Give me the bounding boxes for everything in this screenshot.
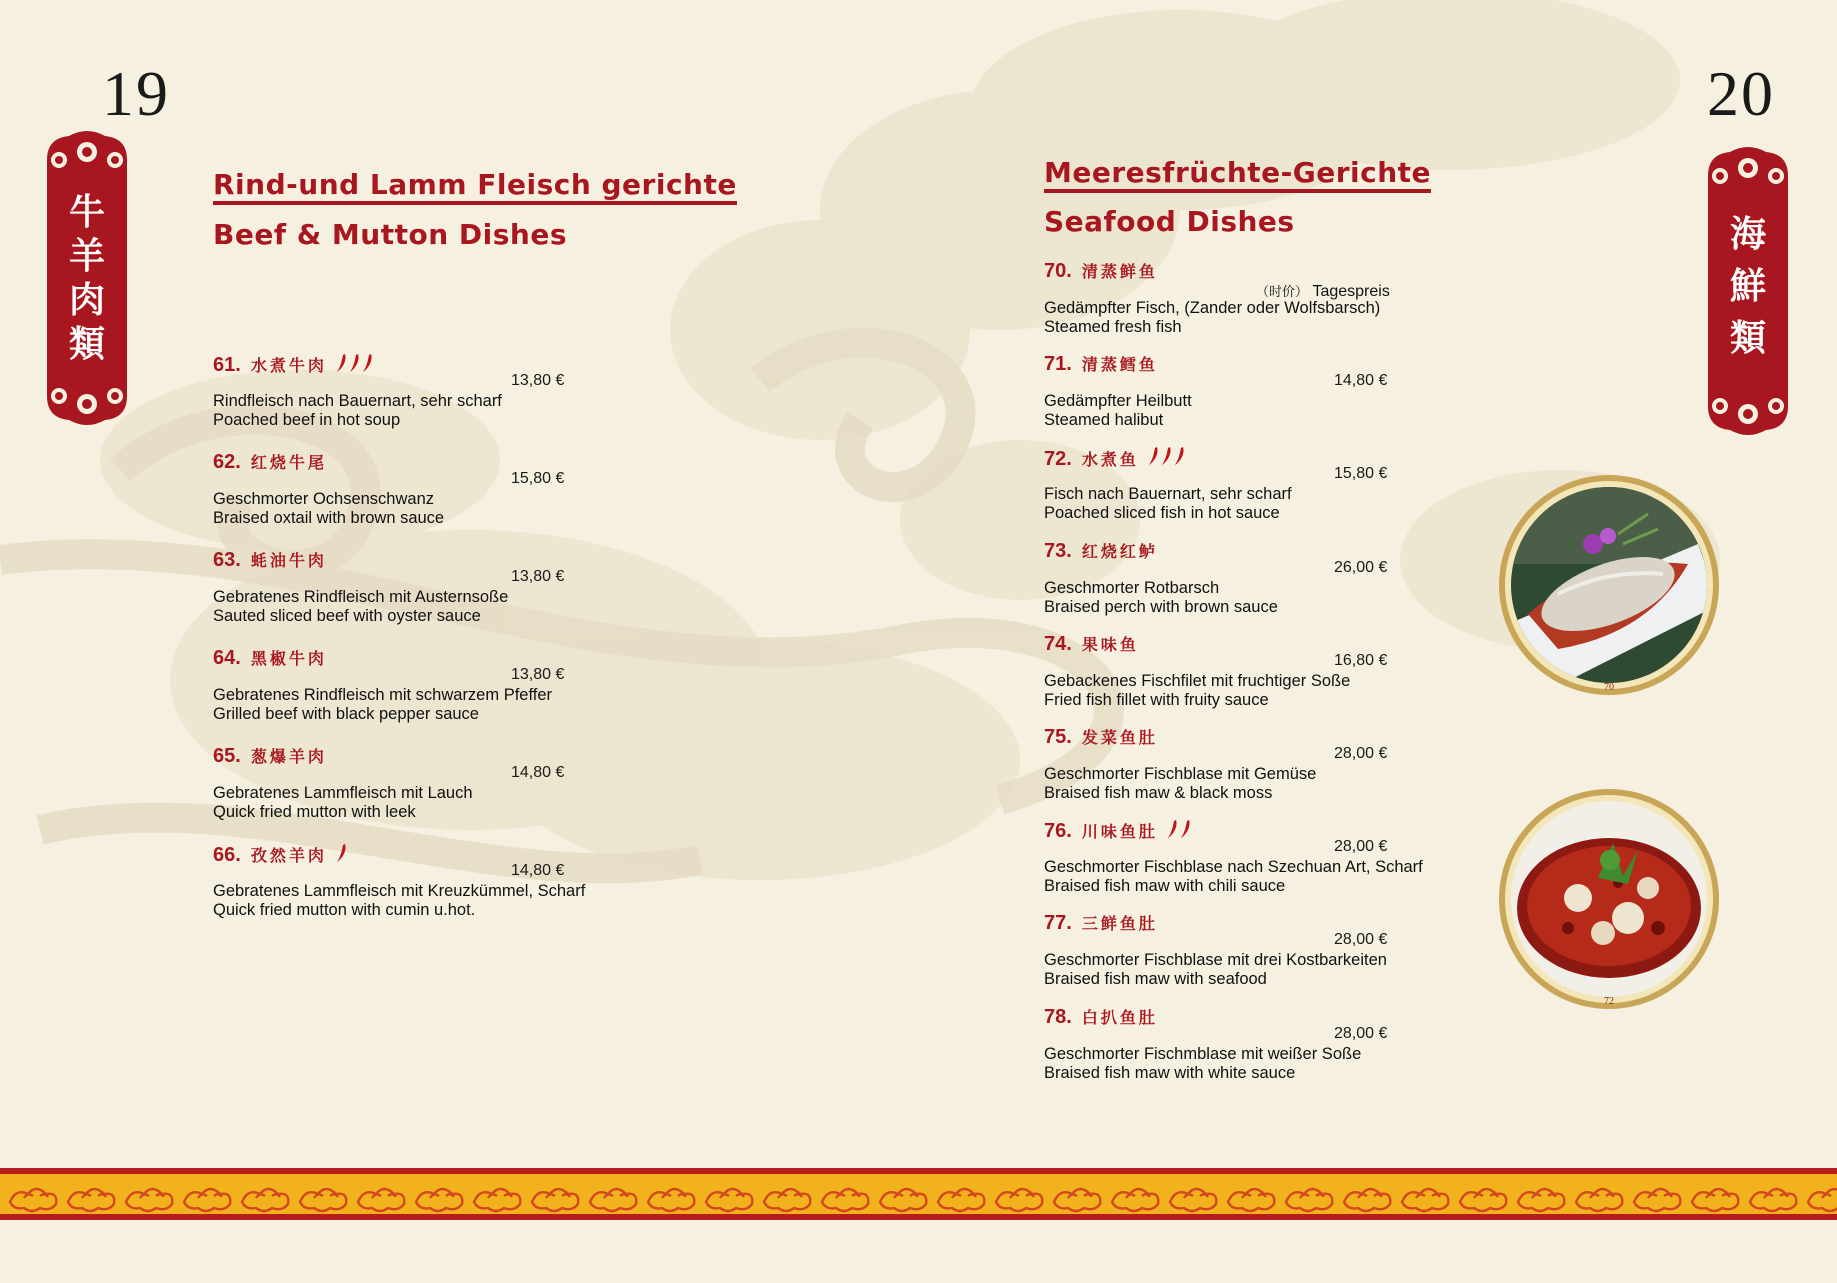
menu-item-header [1044,911,1464,937]
menu-item [1044,1005,1464,1083]
menu-item-english-description: Sauted sliced beef with oyster sauce [213,607,481,625]
menu-item-chinese-name: 水煮牛肉 [250,356,327,376]
menu-item-price: 14,80 € [511,764,565,781]
market-price-note: （时价） Tagespreis [1256,283,1390,300]
menu-item-number: 74. [1044,632,1072,655]
menu-item-chinese-name: 白扒鱼肚 [1081,1007,1158,1027]
menu-item-header [213,352,633,378]
menu-item-header [213,548,633,574]
menu-item-german-description: Geschmorter Rotbarsch [1044,578,1220,597]
menu-item-chinese-name: 果味鱼 [1081,634,1139,654]
menu-item-german-description: Geschmorter Fischblase mit Gemüse [1044,765,1317,783]
menu-item-price: 15,80 € [1334,465,1388,483]
menu-item-number: 70. [1044,260,1072,282]
menu-item-english-description: Grilled beef with black pepper sauce [213,705,479,723]
spicy-indicator [333,842,350,870]
menu-item-english-description: Braised perch with brown sauce [1044,597,1278,616]
menu-item-english-description: Braised fish maw with seafood [1044,970,1267,989]
menu-item [1044,539,1464,617]
menu-item-english-description: Braised fish maw with chili sauce [1044,877,1286,896]
menu-item-price: 28,00 € [1334,745,1388,762]
menu-item-header [213,744,633,770]
menu-item-english-description: Quick fried mutton with cumin u.hot. [213,901,476,919]
menu-item-header [1044,259,1464,285]
menu-item-number: 73. [1044,539,1072,562]
menu-item [1044,911,1464,989]
menu-item [213,842,633,920]
banner-text-left: 牛 羊 肉 類 [68,191,105,365]
menu-item-number: 62. [213,451,241,473]
menu-item-price: 13,80 € [511,666,565,683]
menu-item-price: 13,80 € [511,372,565,389]
market-price-text: Tagespreis [1308,283,1390,300]
menu-item-price: 16,80 € [1334,651,1388,669]
menu-item-german-description: Rindfleisch nach Bauernart, sehr scharf [213,392,502,410]
menu-item-number: 75. [1044,726,1072,748]
menu-item-english-description: Quick fried mutton with leek [213,803,416,821]
banner-text-right: 海 鮮 類 [1729,213,1766,359]
chili-icon [1164,818,1194,840]
menu-item-english-description: Steamed fresh fish [1044,318,1182,336]
menu-item-german-description: Gebratenes Lammfleisch mit Lauch [213,784,473,802]
menu-item-header [1044,725,1464,751]
chili-icon [1145,445,1188,467]
menu-item-header [1044,1005,1464,1031]
menu-item-header [1044,445,1464,471]
menu-item-header [213,842,633,868]
menu-item-chinese-name: 清蒸鳕鱼 [1081,355,1158,375]
menu-item-number: 78. [1044,1005,1072,1028]
menu-item-german-description: Gebackenes Fischfilet mit fruchtiger Soße [1044,671,1351,690]
photo-label-70: 70 [1604,682,1614,693]
menu-item-english-description: Braised fish maw & black moss [1044,784,1273,802]
spicy-indicator [333,352,376,380]
menu-item-german-description: Gedämpfter Heilbutt [1044,392,1192,411]
menu-item-price: 14,80 € [1334,372,1388,390]
menu-item-chinese-name: 清蒸鲜鱼 [1081,262,1158,281]
spicy-indicator [1145,445,1188,473]
steamed-fish-photo-icon [1498,474,1720,696]
menu-item-german-description: Geschmorter Fischmblase mit weißer Soße [1044,1044,1362,1063]
poached-fish-photo-icon [1498,788,1720,1010]
menu-item-german-description: Gebratenes Lammfleisch mit Kreuzkümmel, Scharf [213,882,586,900]
chili-icon [333,842,350,864]
menu-item-german-description: Geschmorter Fischblase mit drei Kostbarkeiten [1044,951,1387,970]
menu-item [213,646,633,724]
page-number-right: 20 [1707,58,1775,129]
menu-item [1044,818,1464,896]
menu-item-number: 63. [213,549,241,571]
menu-item [213,450,633,528]
spicy-indicator [1164,818,1194,846]
menu-item-german-description: Geschmorter Ochsenschwanz [213,490,435,508]
menu-item-header [1044,632,1464,658]
photo-label-72: 72 [1604,996,1614,1007]
menu-item-price: 15,80 € [511,470,565,487]
menu-item-header [1044,352,1464,378]
menu-item [1044,259,1464,337]
menu-item-price: 28,00 € [1334,838,1388,856]
menu-item-number: 77. [1044,912,1072,935]
menu-item-header [1044,818,1464,844]
menu-item-chinese-name: 葱爆羊肉 [250,747,327,766]
menu-item-chinese-name: 蚝油牛肉 [250,551,327,570]
menu-item-number: 64. [213,647,241,669]
menu-item-chinese-name: 黑椒牛肉 [250,649,327,668]
menu-item [1044,725,1464,803]
menu-item-german-description: Gebratenes Rindfleisch mit schwarzem Pfeffer [213,686,552,704]
menu-item-number: 65. [213,745,241,767]
menu-item-german-description: Gedämpfter Fisch, (Zander oder Wolfsbarsch) [1044,299,1381,317]
menu-item-chinese-name: 川味鱼肚 [1081,822,1158,842]
menu-item [213,352,633,430]
menu-item-english-description: Poached sliced fish in hot sauce [1044,504,1280,523]
menu-item-english-description: Steamed halibut [1044,411,1164,430]
section-title-german-left: Rind-und Lamm Fleisch gerichte [213,168,737,205]
dish-photo-steamed-fish [1498,474,1720,696]
menu-item-header [213,450,633,476]
menu-item-chinese-name: 红烧牛尾 [250,453,327,472]
menu-item-chinese-name: 发菜鱼肚 [1081,728,1158,747]
menu-item-number: 61. [213,354,241,377]
menu-item [1044,445,1464,523]
chili-icon [333,352,376,374]
menu-item-price: 13,80 € [511,568,565,585]
menu-item-german-description: Geschmorter Fischblase nach Szechuan Art, Scharf [1044,858,1423,877]
menu-item-number: 71. [1044,353,1072,376]
category-banner-left [39,130,135,426]
page-number-left: 19 [102,58,170,129]
section-title-english-left: Beef & Mutton Dishes [213,218,567,251]
menu-item-german-description: Fisch nach Bauernart, sehr scharf [1044,485,1292,504]
menu-item [213,744,633,822]
menu-item-chinese-name: 红烧红鲈 [1081,541,1158,561]
menu-item-price: 28,00 € [1334,1024,1388,1042]
menu-item-german-description: Gebratenes Rindfleisch mit Austernsoße [213,588,509,606]
menu-item-english-description: Poached beef in hot soup [213,411,401,429]
menu-item-price: 14,80 € [511,862,565,879]
menu-item-header [1044,539,1464,565]
menu-item [213,548,633,626]
menu-item-price: 26,00 € [1334,558,1388,576]
cloud-border-strip [0,1168,1837,1220]
menu-item-number: 72. [1044,447,1072,470]
menu-item-chinese-name: 孜然羊肉 [250,846,327,866]
menu-item-english-description: Braised fish maw with white sauce [1044,1063,1296,1082]
section-title-german-right: Meeresfrüchte-Gerichte [1044,156,1431,193]
category-banner-right [1700,146,1796,442]
menu-item [1044,632,1464,710]
menu-item-chinese-name: 三鲜鱼肚 [1081,914,1158,934]
menu-item-english-description: Braised oxtail with brown sauce [213,509,445,527]
menu-item-price: 28,00 € [1334,931,1388,949]
menu-item [1044,352,1464,430]
dish-photo-poached-fish [1498,788,1720,1010]
menu-item-number: 76. [1044,820,1072,843]
menu-item-chinese-name: 水煮鱼 [1081,449,1139,469]
menu-item-number: 66. [213,844,241,867]
menu-item-header [213,646,633,672]
menu-item-english-description: Fried fish fillet with fruity sauce [1044,690,1269,709]
section-title-english-right: Seafood Dishes [1044,205,1295,238]
